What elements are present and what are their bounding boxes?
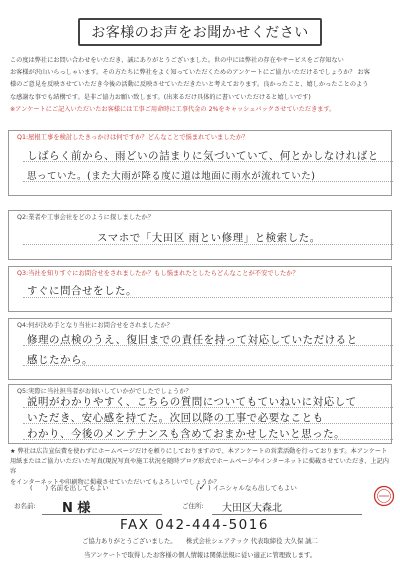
page-title: お客様のお声をお聞かせください bbox=[78, 18, 322, 46]
question-block-2 bbox=[8, 210, 392, 260]
question-2-label: Q2:業者や工事会社をどのように探しましたか？ bbox=[17, 214, 155, 221]
fax-number: FAX 042-444-5016 bbox=[120, 517, 269, 533]
choice-name-ok-label: 名前を出してもよい bbox=[50, 484, 109, 492]
customer-info bbox=[8, 494, 392, 518]
answer-4-line-2: 感じたから。 bbox=[27, 354, 93, 366]
note-line: 用紙またはご協力いただいた写真(現況写真や施工状況を随時ブログ形式でホームページやインターネットに掲載させていただき、上記内容 bbox=[10, 458, 389, 476]
answer-1-line-1: しばらく前から、雨どいの詰まりに気づいていて、何とかしなければと bbox=[27, 150, 379, 162]
answer-2-line-1: スマホで「大田区 雨とい修理」と検索した。 bbox=[97, 232, 321, 244]
answer-5-line-1: 説明がわかりやすく、こちらの質問についてもていねいに対応して bbox=[27, 396, 357, 408]
name-label: お名前: bbox=[14, 502, 36, 510]
customer-name: N 様 bbox=[62, 501, 91, 516]
note-line: ★ 弊社は広告宣伝費を使わずにホームページだけを頼りにしておりますので、本アンケートの営業活動を行っております。本アンケート bbox=[10, 448, 388, 455]
choice-initial-ok-label: イニシャルなら出してもよい bbox=[212, 484, 297, 492]
question-5-label: Q5:実際に当社担当者がお伺いしていかがでしたでしょうか？ bbox=[17, 388, 192, 395]
answer-4-line-1: 修理の点検のうえ、復旧までの責任を持って対応していただけると bbox=[27, 334, 358, 346]
question-block-1 bbox=[8, 130, 392, 196]
question-1-label: Q1:屋根工事を検討したきっかけは何ですか？どんなことで悩まれていましたか？ bbox=[17, 134, 249, 141]
cashback-notice: ※アンケートにご記入いただいたお客様には工事ご用命時に工事代金の 2%をキャッシュバックさせていただきます。 bbox=[10, 105, 336, 113]
choice-name-ok[interactable] bbox=[30, 483, 109, 492]
question-4-label: Q4:何が決め手となり当社にお問合せをされましたか？ bbox=[17, 322, 173, 329]
question-block-5 bbox=[8, 384, 392, 444]
intro-line: な感謝な事でも結構です。是非ご協力お願い致します。(出来るだけ具体的に書いていただけると嬉しいです) bbox=[10, 93, 311, 101]
choice-name-ok-bracket: ( ) bbox=[30, 484, 49, 492]
answer-5-line-2: いただき、安心感を持てた。次回以降の工事で必要なことも bbox=[27, 412, 324, 424]
answer-3-line-1: すぐに問合せをした。 bbox=[27, 285, 137, 297]
question-block-4 bbox=[8, 318, 392, 380]
company-signature: ご協力ありがとうございました。 株式会社シェアテック 代表取締役 大久保 誠二 bbox=[82, 538, 318, 545]
customer-address: 大田区大森北 bbox=[222, 503, 282, 514]
intro-line: お客様が沢山いらっしゃいます。その方たちに弊社をよく知っていただくためのアンケートにご協力いただけるでしょうか？ お客 bbox=[10, 69, 370, 77]
address-label: ご住所: bbox=[182, 502, 204, 510]
check-icon: ✓ bbox=[198, 483, 207, 493]
privacy-notice: 当アンケートで取得したお客様の個人情報は関係法規に従い適正に管理致します。 bbox=[83, 552, 317, 559]
answer-1-line-2: 思っていた。(また大雨が降る度に道は地面に雨水が流れていた) bbox=[27, 171, 316, 182]
choice-initial-bracket: ( bbox=[196, 484, 199, 492]
choice-initial-ok[interactable]: (✓ ) イニシャルなら出してもよい bbox=[196, 483, 297, 493]
intro-text bbox=[10, 55, 390, 116]
note-line: をインターネットや印刷物に掲載させていただいてもよろしいでしょうか？ bbox=[10, 478, 220, 486]
answer-5-line-3: わかり、今後のメンテナンスも含めておまかせしたいと思った。 bbox=[27, 428, 346, 440]
intro-line: この度は弊社にお問い合わせをいただき、誠にありがとうございました。世の中には弊社の存在やサービスをご存知ない bbox=[10, 57, 344, 64]
intro-line: 様のご意見を反映させていただき今後の活動に反映させていただきたいと考えております。良かったこと、嬉しかったことのよう bbox=[10, 81, 369, 89]
question-block-3 bbox=[8, 266, 392, 312]
publication-consent-note bbox=[10, 447, 394, 488]
company-seal-stamp bbox=[373, 485, 395, 507]
question-3-label: Q3:当社を知りすぐにお問合せをされましたか？もし悩まれたとしたらどんなことが不安でしたか？ bbox=[17, 270, 299, 277]
